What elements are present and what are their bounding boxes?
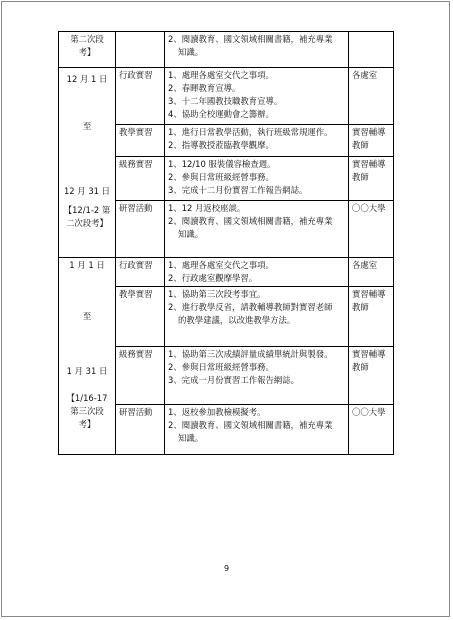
date-to: 至 xyxy=(82,311,92,321)
content-item: 知識。 xyxy=(178,47,204,57)
content-item: 知識。 xyxy=(178,229,204,239)
content-item: 2、進行教學反省，請教輔導教師對實習老師 xyxy=(168,302,333,312)
date-end: 1 月 31 日 xyxy=(66,366,108,376)
content-item: 知識。 xyxy=(178,433,204,443)
category-cell: 級務實習 xyxy=(116,157,165,201)
content-item: 3、完成一月份實習工作報告網誌。 xyxy=(168,375,299,385)
exam-note: 二次段考】 xyxy=(66,218,108,228)
unit-cell: 各處室 xyxy=(349,258,394,287)
content-item: 3、完成十二月份實習工作報告網誌。 xyxy=(168,185,308,195)
category-cell: 行政實習 xyxy=(116,68,165,125)
date-end: 12 月 31 日 xyxy=(63,186,111,196)
category-cell: 研習活動 xyxy=(116,201,165,258)
content-item: 2、閱讀教育、國文領域相關書籍，補充專業 xyxy=(168,216,333,226)
exam-note: 【1/16-17 xyxy=(66,393,108,403)
unit-cell: 實習輔導教師 xyxy=(349,157,394,201)
category-cell: 行政實習 xyxy=(116,258,165,287)
category-cell: 教學實習 xyxy=(116,125,165,157)
content-item: 2、行政處室觀摩學習。 xyxy=(168,273,258,283)
unit-cell xyxy=(349,32,394,68)
category-cell: 級務實習 xyxy=(116,347,165,405)
date-to: 至 xyxy=(82,121,92,131)
unit-cell: 實習輔導教師 xyxy=(349,287,394,347)
content-item: 1、返校參加教檢模擬考。 xyxy=(168,407,266,417)
content-item: 1、處理各處室交代之事項。 xyxy=(168,260,274,270)
content-item: 3、十二年國教技職教育宣導。 xyxy=(168,96,283,106)
content-item: 2、參與日常班級經營事務。 xyxy=(168,362,274,372)
content-item: 2、參與日常班級經營事務。 xyxy=(168,172,274,182)
category-cell: 教學實習 xyxy=(116,287,165,347)
content-cell xyxy=(165,125,349,157)
exam-note: 第三次段 xyxy=(70,406,104,416)
unit-cell: 〇〇大學 xyxy=(349,405,394,455)
date-cell xyxy=(59,32,116,68)
content-item: 的教學建議，以改進教學方法。 xyxy=(178,315,296,325)
content-item: 1、進行日常教學活動，執行班級常規運作。 xyxy=(168,127,333,137)
content-item: 2、閱讀教育、國文領域相關書籍，補充專業 xyxy=(168,34,333,44)
content-cell xyxy=(165,347,349,405)
unit-cell: 實習輔導教師 xyxy=(349,347,394,405)
internship-plan-table xyxy=(58,31,394,455)
content-item: 1、處理各處室交代之事項。 xyxy=(168,70,274,80)
content-item: 1、協助第三次段考事宜。 xyxy=(168,289,266,299)
category-cell: 研習活動 xyxy=(116,405,165,455)
date-text: 第二次段 xyxy=(70,34,104,44)
content-cell xyxy=(165,405,349,455)
date-cell-january xyxy=(59,258,116,455)
content-item: 4、協助全校運動會之籌辦。 xyxy=(168,109,274,119)
exam-note: 考】 xyxy=(78,419,96,429)
table-row xyxy=(59,258,394,287)
content-cell xyxy=(165,68,349,125)
table-row xyxy=(59,32,394,68)
content-cell xyxy=(165,258,349,287)
content-cell xyxy=(165,157,349,201)
content-item: 2、指導教授蒞臨教學觀摩。 xyxy=(168,140,274,150)
content-cell xyxy=(165,32,349,68)
content-item: 2、春暉教育宣導。 xyxy=(168,83,241,93)
content-item: 1、協助第三次成績評量成績單統計與製發。 xyxy=(168,349,333,359)
date-start: 12 月 1 日 xyxy=(66,74,108,84)
exam-note: 【12/1-2 第 xyxy=(63,205,111,215)
unit-cell: 各處室 xyxy=(349,68,394,125)
table-row xyxy=(59,68,394,125)
content-item: 1、12 月返校座談。 xyxy=(168,203,246,213)
category-cell xyxy=(116,32,165,68)
content-cell xyxy=(165,201,349,258)
content-item: 2、閱讀教育、國文領域相關書籍，補充專業 xyxy=(168,420,333,430)
unit-cell: 實習輔導教師 xyxy=(349,125,394,157)
date-cell-december xyxy=(59,68,116,258)
date-start: 1 月 1 日 xyxy=(69,260,105,270)
content-cell xyxy=(165,287,349,347)
unit-cell: 〇〇大學 xyxy=(349,201,394,258)
page-number: 9 xyxy=(223,564,230,573)
content-item: 1、12/10 服裝儀容檢查週。 xyxy=(168,159,276,169)
date-text: 考】 xyxy=(78,47,96,57)
